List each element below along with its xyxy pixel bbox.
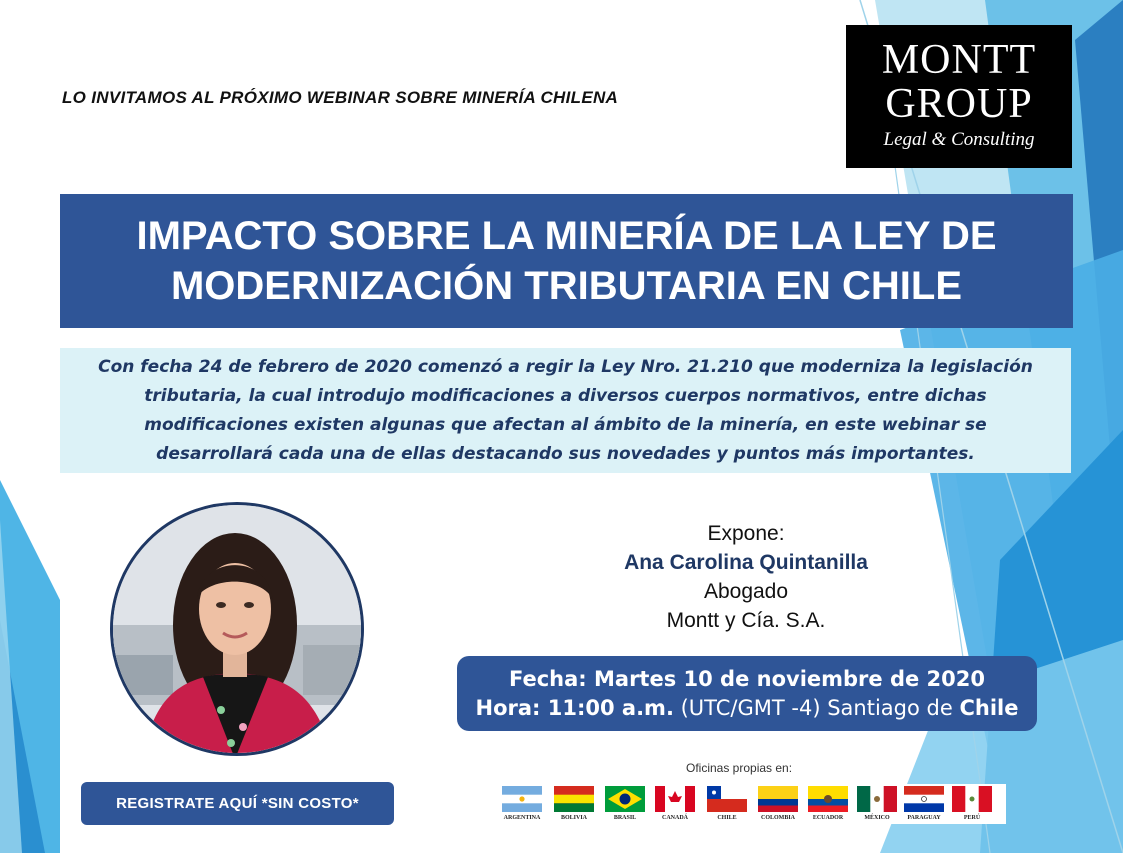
mexico-flag-icon (857, 786, 897, 812)
canada-flag-icon (655, 786, 695, 812)
logo-tagline: Legal & Consulting (883, 129, 1035, 150)
country-flag-colombia (758, 786, 799, 824)
offices-label: Oficinas propias en: (686, 761, 793, 775)
country-name: MÉXICO (864, 815, 890, 821)
title-line-2: MODERNIZACIÓN TRIBUTARIA EN CHILE (170, 264, 963, 308)
title-line-1: IMPACTO SOBRE LA MINERÍA DE LA LEY DE (136, 214, 997, 258)
montt-group-logo (846, 25, 1072, 168)
register-button[interactable]: REGISTRATE AQUÍ *SIN COSTO* (81, 782, 394, 825)
country-flag-paraguay (904, 786, 945, 824)
country-name: PARAGUAY (907, 815, 941, 821)
country-name: COLOMBIA (760, 815, 795, 821)
event-date: Fecha: Martes 10 de noviembre de 2020 (508, 666, 986, 691)
ecuador-flag-icon (808, 786, 848, 812)
country-name: CHILE (717, 815, 737, 821)
bolivia-flag-icon (554, 786, 594, 812)
country-flag-peru (952, 786, 993, 824)
argentina-flag-icon (502, 786, 542, 812)
speaker-portrait-illustration (113, 505, 364, 756)
speaker-role: Abogado (703, 580, 789, 603)
brazil-flag-icon (605, 786, 645, 812)
country-flag-bolivia (554, 786, 595, 824)
office-flags-strip (499, 784, 1006, 824)
country-flag-ecuador (808, 786, 849, 824)
description-line-1: Con fecha 24 de febrero de 2020 comenzó a regir la Ley Nro. 21.210 que moderniza la legislación (98, 356, 1033, 377)
event-time: Hora: 11:00 a.m. (475, 695, 674, 720)
speaker-info (566, 519, 926, 635)
chile-flag-icon (707, 786, 747, 812)
country-flag-brazil (605, 786, 646, 824)
country-name: BOLIVIA (560, 815, 587, 821)
country-flag-chile (707, 786, 748, 824)
webinar-description (60, 348, 1071, 473)
paraguay-flag-icon (904, 786, 944, 812)
description-line-4: desarrollará cada una de ellas destacando sus novedades y puntos más importantes. (156, 443, 975, 464)
country-name: PERÚ (963, 815, 981, 821)
webinar-title-banner (60, 194, 1073, 328)
peru-flag-icon (952, 786, 992, 812)
colombia-flag-icon (758, 786, 798, 812)
country-flag-canada (655, 786, 696, 824)
speaker-name: Ana Carolina Quintanilla (624, 551, 868, 574)
speaker-intro: Expone: (707, 522, 785, 545)
logo-line-1: MONTT (881, 37, 1037, 83)
event-timezone: (UTC/GMT -4) Santiago de (680, 695, 953, 720)
event-schedule-box (457, 656, 1037, 731)
country-name: CANADÁ (662, 815, 688, 821)
country-name: ARGENTINA (503, 815, 541, 821)
invitation-heading: LO INVITAMOS AL PRÓXIMO WEBINAR SOBRE MINERÍA CHILENA (62, 88, 619, 107)
country-flag-argentina (502, 786, 543, 824)
country-name: ECUADOR (812, 815, 844, 821)
logo-line-2: GROUP (885, 81, 1033, 127)
description-line-3: modificaciones existen algunas que afectan al ámbito de la minería, en este webinar se (144, 414, 987, 435)
speaker-company: Montt y Cía. S.A. (666, 609, 826, 632)
event-city: Chile (959, 695, 1019, 720)
country-name: BRASIL (613, 815, 637, 821)
country-flag-mexico (857, 786, 898, 824)
speaker-photo (110, 502, 364, 756)
description-line-2: tributaria, la cual introdujo modificaciones a diversos cuerpos normativos, entre dichas (144, 385, 987, 406)
